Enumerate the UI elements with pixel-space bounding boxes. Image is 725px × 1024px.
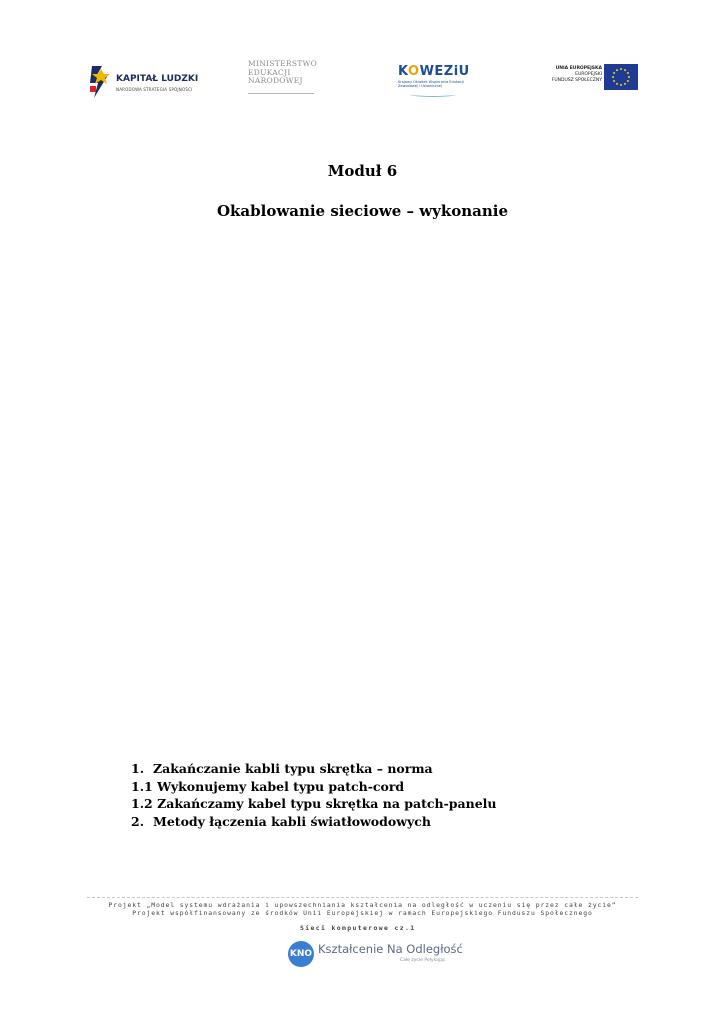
ministerstwo-line2: EDUKACJI xyxy=(248,67,291,77)
toc-item-text: Zakańczanie kabli typu skrętka – norma xyxy=(153,761,433,776)
kno-globe-icon: KNO xyxy=(288,941,314,967)
eu-star-icon xyxy=(624,69,626,71)
ministerstwo-line3: NARODOWEJ xyxy=(248,76,303,85)
eu-flag-icon xyxy=(604,64,638,90)
kapital-ludzki-name: KAPITAŁ LUDZKI xyxy=(116,74,199,84)
eu-star-icon xyxy=(620,84,622,86)
eu-star-icon xyxy=(612,76,614,78)
footer-course-name: Sieci komputerowe cz.1 xyxy=(300,924,416,932)
toc-item-text: Zakańczamy kabel typu skrętka na patch-panelu xyxy=(157,796,497,811)
module-title: Moduł 6 xyxy=(327,162,398,180)
ministerstwo-edukacji-logo xyxy=(248,60,318,98)
kno-tagline: Całe życie Połykając xyxy=(400,958,446,963)
toc-item xyxy=(131,795,496,813)
koweziu-sun-o: O xyxy=(408,64,420,79)
toc-item-number: 1.1 xyxy=(131,778,153,794)
unia-europejska-text xyxy=(552,66,602,84)
ministerstwo-line1: MINISTERSTWO xyxy=(248,59,318,68)
kno-logo xyxy=(288,940,463,970)
eu-star-icon xyxy=(613,80,615,82)
eu-star-icon xyxy=(627,80,629,82)
koweziu-tagline: Krajowy Ośrodek Wspierania Edukacji Zawodowej i Ustawicznej xyxy=(398,80,464,88)
koweziu-name-prefix: K xyxy=(398,64,408,79)
eu-star-icon xyxy=(627,72,629,74)
table-of-contents xyxy=(131,760,496,830)
toc-item-text: Metody łączenia kabli światłowodowych xyxy=(153,813,431,829)
kapital-ludzki-tagline: NARODOWA STRATEGIA SPÓJNOŚCI xyxy=(116,87,193,92)
footer-divider xyxy=(87,897,638,898)
unia-line3: FUNDUSZ SPOŁECZNY xyxy=(551,78,602,83)
kno-name: Kształcenie Na Odległość xyxy=(318,942,463,956)
koweziu-logo xyxy=(398,64,478,98)
toc-item-number: 2. xyxy=(131,813,145,829)
kapital-ludzki-logo xyxy=(90,66,200,100)
kapital-ludzki-star-icon xyxy=(90,66,112,98)
eu-star-icon xyxy=(620,68,622,70)
toc-item-text: Wykonujemy kabel typu patch-cord xyxy=(157,778,405,794)
eu-star-icon xyxy=(616,83,618,85)
toc-item-number: 1.2 xyxy=(131,796,153,811)
koweziu-name xyxy=(398,64,478,79)
footer-funding-line: Projekt współfinansowany ze środków Unii Europejskiej w ramach Europejskiego Funduszu Społecznego xyxy=(132,909,593,917)
footer-project-line: Projekt „Model systemu wdrażania i upowszechniania kształcenia na odległość w uczeniu się przez całe życie” xyxy=(108,901,617,909)
eu-star-icon xyxy=(613,72,615,74)
koweziu-name-suffix: WEZiU xyxy=(419,64,470,79)
unia-line2: EUROPEJSKI xyxy=(575,72,602,77)
toc-item xyxy=(131,813,496,831)
eu-star-icon xyxy=(616,69,618,71)
toc-item xyxy=(131,778,496,796)
toc-item xyxy=(131,760,496,778)
ministerstwo-divider xyxy=(248,93,314,94)
eu-star-icon xyxy=(628,76,630,78)
header-logos xyxy=(0,60,725,100)
eu-star-icon xyxy=(624,83,626,85)
unia-europejska-logo xyxy=(548,64,638,92)
unia-line1: UNIA EUROPEJSKA xyxy=(555,66,602,71)
toc-item-number: 1. xyxy=(131,761,145,776)
koweziu-swoosh xyxy=(410,92,456,97)
module-subtitle: Okablowanie sieciowe – wykonanie xyxy=(216,202,509,220)
